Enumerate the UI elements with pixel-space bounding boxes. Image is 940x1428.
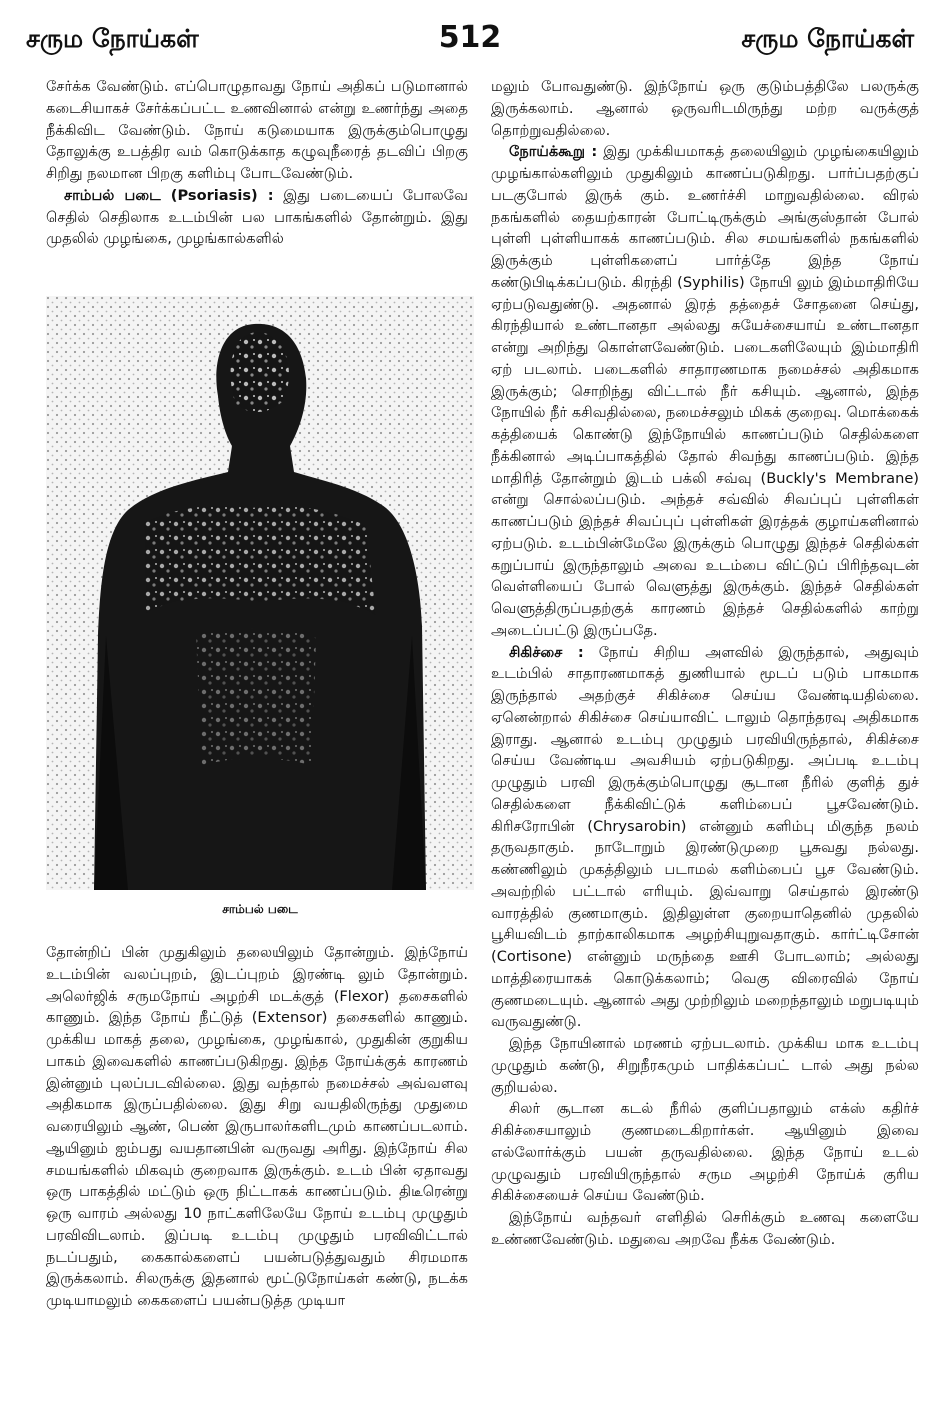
figure-caption: சாம்பல் படை bbox=[222, 902, 298, 916]
paragraph-mortality: இந்த நோயினால் மரணம் ஏற்படலாம். முக்கிய மாக உடம்பு முழுதும் கண்டு, சிறுநீரகமும் பாதிக்கப்பட் டால் அது நல்ல குறியல்ல. bbox=[491, 1035, 919, 1096]
symptoms-text: இது முக்கியமாகத் தலையிலும் முழங்கையிலும் முழங்கால்களிலும் முதுகிலும் காணப்படுகிறது. பார்ப்பதற்குப் படகுபோல் இருக் கும். உணர்ச்சி மாறுவதில்லை. விரல் நகங்களில் தையற்காரன் போட்டிருக்கும் அங்குஸ்தான் போல் புள்ளி புள்ளியாகக் காணப்படும். சில சமயங்களில் நகங்களில் இருக்கும் புள்ளிகளைப் பார்த்தே இந்த நோய் கண்டுபிடிக்கப்படும். கிரந்தி (Syphilis) நோயி லும் இம்மாதிரியே ஏற்படுவதுண்டு. அதனால் இரத் தத்தைச் சோதனை செய்து, கிரந்தியால் உண்டானதா அல்லது சுயேச்சையாய் உண்டானதா என்று அறிந்து கொள்ளவேண்டும். படைகளிலேயும் இம்மாதிரி ஏற் படலாம். படைகளில் சாதாரணமாக நமைச்சல் அதிகமாக இருக்கும்; சொறிந்து விட்டால் நீர் கசியும். ஆனால், இந்த நோயில் நீர் கசிவதில்லை, நமைச்சலும் மிகக் குறைவு. மொக்கைக் கத்தியைக் கொண்டு இந்நோயில் காணப்படும் செதில்களை நீக்கினால் அடிப்பாகத்தில் தோல் சிவந்து காணப்படும். இந்த மாதிரித் தோன்றும் இடம் பக்லி சவ்வு (Buckly's Membrane) என்று சொல்லப்படும். அந்தச் சவ்வில் சிவப்புப் புள்ளிகள் காணப்படும் இந்தச் சிவப்புப் புள்ளிகள் இரத்தக் குழாய்களினால் ஏற்படும். உடம்பின்மேலே இருக்கும் பொழுது இந்தச் செதில்கள் கறுப்பாய் இருந்தாலும் அவை உடம்பை விட்டுப் பிரிந்தவுடன் வெள்ளியைப் போல் வெளுத்து இருக்கும். இந்தச் செதில்கள் வெளுத்திருப்பதற்குக் காரணம் இந்தச் செதில்களில் காற்று அடைப்பட்டு இருப்பதே. bbox=[491, 143, 920, 639]
paragraph-family: மலும் போவதுண்டு. இந்நோய் ஒரு குடும்பத்திலே பலருக்கு இருக்கலாம். ஆனால் ஒருவரிடமிருந்து மற்ற வருக்குத் தொற்றுவதில்லை. bbox=[491, 78, 919, 139]
running-title-left: சரும நோய்கள் bbox=[26, 24, 199, 53]
left-column-bottom bbox=[46, 942, 468, 1312]
paragraph-diet-note: சேர்க்க வேண்டும். எப்பொழுதாவது நோய் அதிகப் படுமானால் கடைசியாகச் சேர்க்கப்பட்ட உணவினால் என்று உணர்ந்து அதை நீக்கிவிட வேண்டும். நோய் கடுமையாக இருக்கும்பொழுது தோலுக்கு உபத்திர வம் கொடுக்காத கழுவுநீரைத் தடவிப் பிறகு சிறிது நலமான பிறகு களிம்பு போடவேண்டும். bbox=[46, 78, 468, 182]
page-header bbox=[0, 0, 940, 70]
section-heading-treatment: சிகிச்சை : bbox=[509, 643, 584, 661]
page-number: 512 bbox=[438, 20, 502, 55]
paragraph-diet: இந்நோய் வந்தவர் எளிதில் செரிக்கும் உணவு களையே உண்ணவேண்டும். மதுவை அறவே நீக்க வேண்டும். bbox=[491, 1209, 919, 1248]
treatment-text: நோய் சிறிய அளவில் இருந்தால், அதுவும் உடம்பில் சாதாரணமாகத் துணியால் மூடப் படும் பாகமாக இருந்தால் அதற்குச் சிகிச்சை செய்ய வேண்டியதில்லை. ஏனென்றால் சிகிச்சை செய்யாவிட் டாலும் தொந்தரவு அதிகமாக இராது. ஆனால் உடம்பு முழுதும் பரவியிருந்தால், சிகிச்சை செய்ய வேண்டிய அவசியம் ஏற்படுகிறது. அப்படி உடம்பு முழுதும் பரவி இருக்கும்பொழுது சூடான நீரில் குளித் துச் செதில்களை நீக்கிவிட்டுக் களிம்பைப் பூசவேண்டும். கிரிசரோபின் (Chrysarobin) என்னும் களிம்பு மிகுந்த நலம் தருவதாகும். நாடோறும் இரண்டுமுறை பூசுவது நல்லது. கண்ணிலும் முகத்திலும் படாமல் களிம்பைப் பூச வேண்டும். அவற்றில் பட்டால் எரியும். இவ்வாறு செய்தால் இரண்டு வாரத்தில் குணமாகும். இதிலுள்ள குறையாதெனில் முதலில் பூசியவிடம் தாற்காலிகமாக அழற்சியுறுவதாகும். கார்ட்டிசோன் (Cortisone) என்னும் மருந்தை ஊசி போடலாம்; அல்லது மாத்திரையாகக் கொடுக்கலாம்; வெகு விரைவில் நோய் குணமடையும். ஆனால் அது முற்றிலும் மறைந்தாலும் மறுபடியும் வருவதுண்டு. bbox=[491, 643, 920, 1031]
paragraph-psoriasis-details: தோன்றிப் பின் முதுகிலும் தலையிலும் தோன்றும். இந்நோய் உடம்பின் வலப்புறம், இடப்புறம் இரண்டி லும் தோன்றும். அலெர்ஜிக் சருமநோய் அழற்சி மடக்குத் (Flexor) தசைகளில் காணும். இந்த நோய் நீட்டுத் (Extensor) தசைகளில் காணும். முக்கிய மாகத் தலை, முழங்கை, முழங்கால், முதுகின் குறுகிய பாகம் இவைகளில் காணப்படுகிறது. இந்த நோய்க்குக் காரணம் இன்னும் புலப்படவில்லை. இது வந்தால் நமைச்சல் அவ்வளவு அதிகமாக இருப்பதில்லை. இது சிறு வயதிலிருந்து முதுமை வரையிலும் ஆண், பெண் இருபாலர்களிடமும் காணப்படலாம். ஆயினும் ஐம்பது வயதானபின் வருவது அரிது. இந்நோய் சில சமயங்களில் மிகவும் குறைவாக இருக்கும். உடம் பின் ஏதாவது ஒரு பாகத்தில் மட்டும் ஒரு நிட்டாகக் காணப்படும். திடீரென்று ஒரு வாரம் அல்லது 10 நாட்களிலேயே நோய் உடம்பு முழுதும் பரவிவிடலாம். இப்படி உடம்பு முழுதும் பரவிவிட்டால் நடப்பதும், கைகால்களைப் பயன்படுத்துவதும் சிரமமாக இருக்கலாம். சிலருக்கு இதனால் மூட்டுநோய்கள் கண்டு, நடக்க முடியாமலும் கைகளைப் பயன்படுத்த முடியா bbox=[46, 944, 468, 1309]
right-column bbox=[491, 76, 919, 1251]
running-title-right: சரும நோய்கள் bbox=[741, 24, 914, 53]
section-heading-symptoms: நோய்க்கூறு : bbox=[509, 143, 598, 161]
section-heading-psoriasis: சாம்பல் படை (Psoriasis) : bbox=[64, 186, 274, 204]
patient-back-photo bbox=[46, 296, 474, 890]
psoriasis-intro-text: இது படையைப் போலவே செதில் செதிலாக உடம்பின் பல பாகங்களில் தோன்றும். இது முதலில் முழங்கை, முழங்கால்களில் bbox=[46, 186, 469, 248]
psoriasis-photograph bbox=[46, 296, 474, 890]
paragraph-treatment bbox=[491, 642, 919, 1034]
left-column-top bbox=[46, 76, 468, 250]
paragraph-symptoms bbox=[491, 141, 919, 641]
paragraph-psoriasis-intro bbox=[46, 185, 468, 250]
paragraph-sea-bath: சிலர் சூடான கடல் நீரில் குளிப்பதாலும் எக்ஸ் கதிர்ச் சிகிச்சையாலும் குணமடைகிறார்கள். ஆயினும் இவை எல்லோர்க்கும் பயன் தருவதில்லை. இந்த நோய் உடல் முழுவதும் பரவியிருந்தால் சரும அழற்சி நோய்க் குரிய சிகிச்சையைச் செய்ய வேண்டும். bbox=[491, 1100, 919, 1205]
